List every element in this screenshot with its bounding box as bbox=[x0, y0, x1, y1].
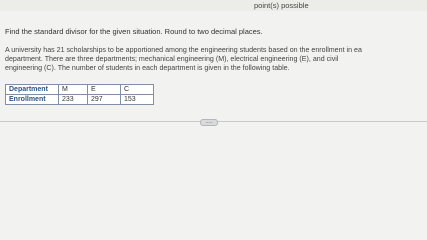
table-header-cell: E bbox=[88, 85, 121, 95]
question-instruction: Find the standard divisor for the given situation. Round to two decimal places. bbox=[5, 27, 263, 36]
table-row-label: Enrollment bbox=[6, 95, 59, 105]
table-header-cell: M bbox=[59, 85, 88, 95]
table-header-row bbox=[6, 85, 154, 95]
table-header-cell: C bbox=[121, 85, 154, 95]
table-cell: 233 bbox=[59, 95, 88, 105]
question-paragraph-line: department. There are three departments; mechanical engineering (M), electrical engineering (E), and civil bbox=[5, 55, 339, 63]
enrollment-table bbox=[5, 84, 154, 105]
table-row bbox=[6, 95, 154, 105]
table-cell: 153 bbox=[121, 95, 154, 105]
table-cell: 297 bbox=[88, 95, 121, 105]
question-paragraph-line: engineering (C). The number of students in each department is given in the following table. bbox=[5, 64, 290, 72]
table-header-cell: Department bbox=[6, 85, 59, 95]
points-possible-label: point(s) possible bbox=[254, 1, 309, 10]
question-paragraph-line: A university has 21 scholarships to be apportioned among the engineering students based on the enrollment in ea bbox=[5, 46, 362, 54]
expand-more-button[interactable]: ..... bbox=[200, 119, 218, 126]
top-bar bbox=[0, 0, 427, 11]
